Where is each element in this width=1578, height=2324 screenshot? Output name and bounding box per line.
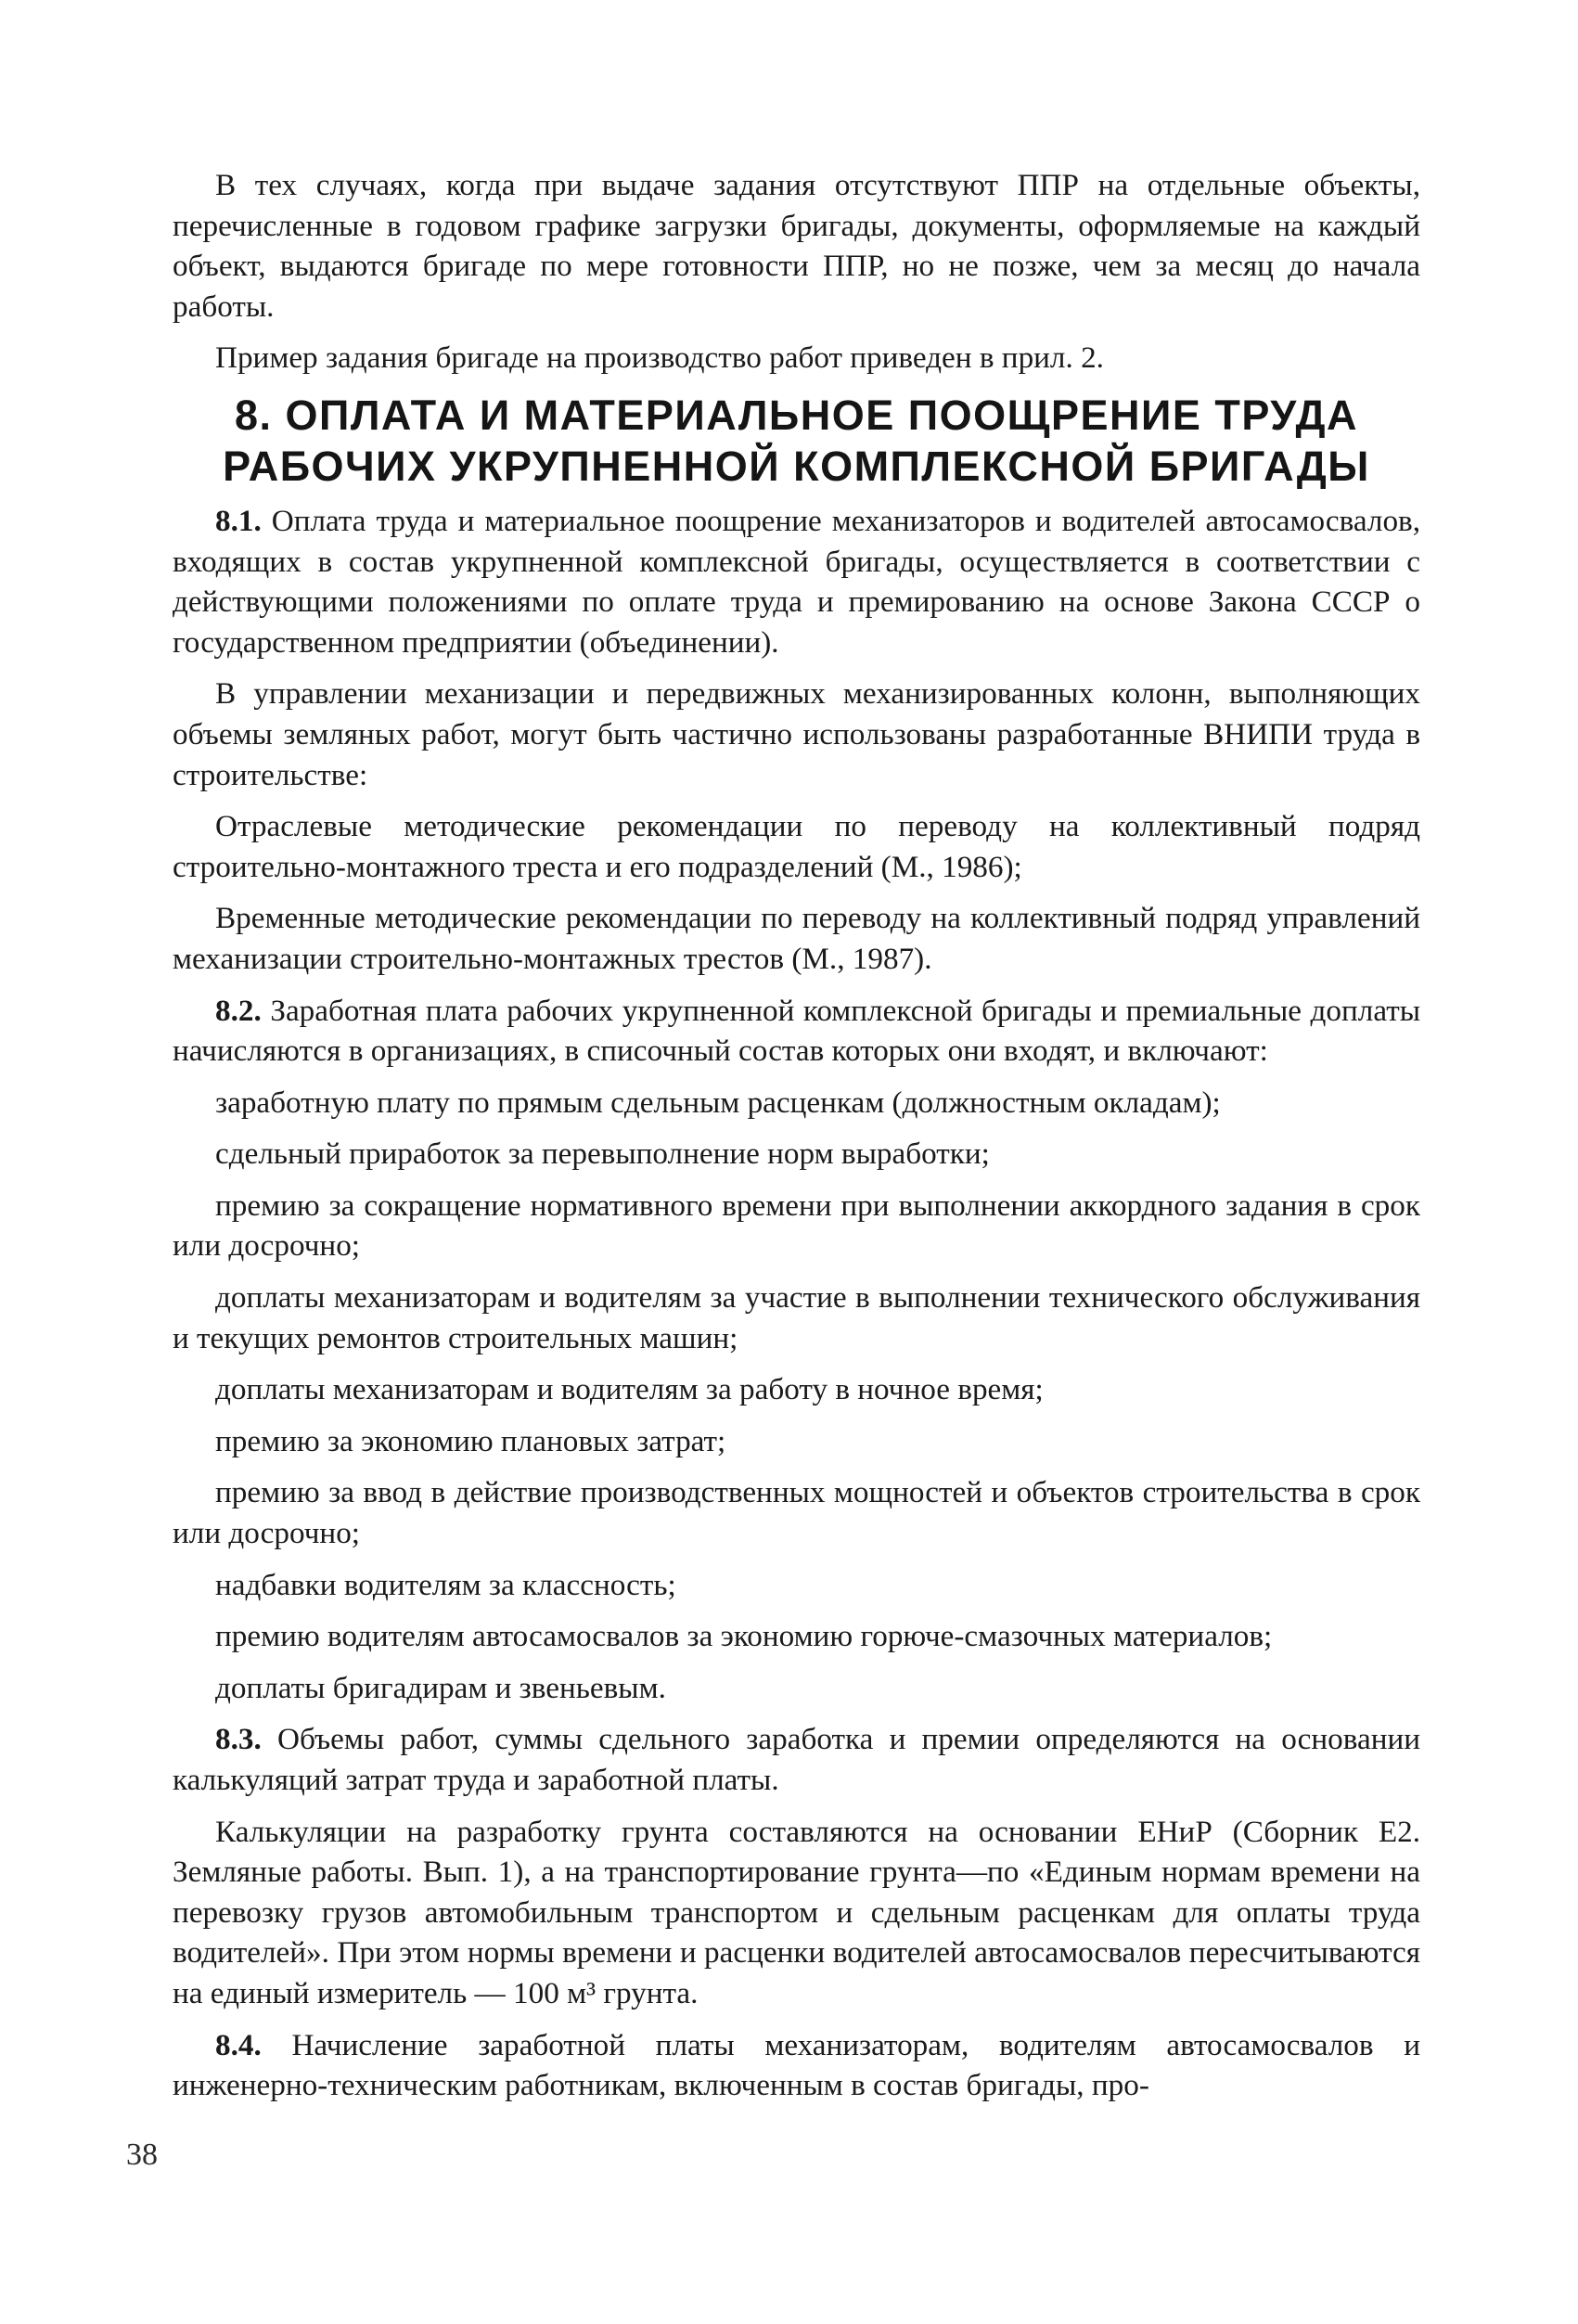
list-item: доплаты бригадирам и звеньевым. bbox=[215, 1670, 666, 1705]
clause-text: Начисление заработной платы механизаторам, водителям автосамосвалов и инженерно-техническим работникам, включенным в состав бригады, про- bbox=[173, 2027, 1420, 2103]
list-item: доплаты механизаторам и водителям за участие в выполнении технического обслуживания и текущих ремонтов строительных машин; bbox=[173, 1280, 1420, 1355]
list-item: премию водителям автосамосвалов за экономию горюче-смазочных материалов; bbox=[215, 1619, 1273, 1654]
paragraph-task-example: Пример задания бригаде на производство работ приведен в прил. 2. bbox=[215, 340, 1104, 376]
paragraph-8-1-c: Отраслевые методические рекомендации по переводу на коллективный подряд строительно-монтажного треста и его подразделений (М., 1986); bbox=[173, 809, 1420, 884]
list-item: надбавки водителям за классность; bbox=[215, 1567, 676, 1602]
clause-text: Заработная плата рабочих укрупненной комплексной бригады и премиальные доплаты начисляются в организациях, в списочный состав которых они входят, и включают: bbox=[173, 993, 1420, 1069]
paragraph-8-2 bbox=[173, 991, 1420, 1072]
paragraph-8-1-d: Временные методические рекомендации по переводу на коллективный подряд управлений механизации строительно-монтажных трестов (М., 1987). bbox=[173, 901, 1420, 976]
paragraph-missing-ppr: В тех случаях, когда при выдаче задания отсутствуют ППР на отдельные объекты, перечисленные в годовом графике загрузки бригады, документы, оформляемые на каждый объект, выдаются бригаде по мере готовности ППР, но не позже, чем за месяц до начала работы. bbox=[173, 168, 1420, 324]
list-item: премию за ввод в действие производственных мощностей и объектов строительства в срок или досрочно; bbox=[173, 1475, 1420, 1551]
list-item: сдельный приработок за перевыполнение норм выработки; bbox=[215, 1136, 990, 1172]
clause-number: 8.1. bbox=[215, 503, 262, 538]
list-item: премию за сокращение нормативного времени при выполнении аккордного задания в срок или досрочно; bbox=[173, 1188, 1420, 1264]
list-item: заработную плату по прямым сдельным расценкам (должностным окладам); bbox=[215, 1085, 1221, 1120]
clause-text: Объемы работ, суммы сдельного заработка и премии определяются на основании калькуляций затрат труда и заработной платы. bbox=[173, 1722, 1420, 1797]
section-heading bbox=[173, 390, 1420, 492]
clause-text: Оплата труда и материальное поощрение механизаторов и водителей автосамосвалов, входящих в состав укрупненной комплексной бригады, осуществляется в соответствии с действующими положениями по оплате труда и премированию на основе Закона СССР о государственном предприятии (объединении). bbox=[173, 503, 1420, 660]
clause-number: 8.3. bbox=[215, 1722, 262, 1757]
page-number: 38 bbox=[126, 2138, 158, 2172]
paragraph-8-3-b: Калькуляции на разработку грунта составляются на основании ЕНиР (Сборник Е2. Земляные работы. Вып. 1), а на транспортирование грунта—по «Единым нормам времени на перевозку грузов автомобильным транспортом и сдельным расценкам для оплаты труда водителей». При этом нормы времени и расценки водителей автосамосвалов пересчитываются на единый измеритель — 100 м³ грунта. bbox=[173, 1814, 1420, 2010]
section-heading-line-1: 8. ОПЛАТА И МАТЕРИАЛЬНОЕ ПООЩРЕНИЕ ТРУДА bbox=[234, 391, 1359, 439]
list-item: доплаты механизаторам и водителям за работу в ночное время; bbox=[215, 1372, 1044, 1407]
paragraph-8-4 bbox=[173, 2025, 1420, 2106]
paragraph-8-1-b: В управлении механизации и передвижных механизированных колонн, выполняющих объемы земляных работ, могут быть частично использованы разработанные ВНИПИ труда в строительстве: bbox=[173, 676, 1420, 792]
paragraph-8-3 bbox=[173, 1719, 1420, 1800]
paragraph-8-1 bbox=[173, 501, 1420, 662]
section-heading-line-2: РАБОЧИХ УКРУПНЕННОЙ КОМПЛЕКСНОЙ БРИГАДЫ bbox=[223, 442, 1370, 490]
text-column bbox=[173, 165, 1420, 2117]
clause-number: 8.4. bbox=[215, 2027, 262, 2062]
clause-number: 8.2. bbox=[215, 993, 262, 1028]
list-item: премию за экономию плановых затрат; bbox=[215, 1423, 726, 1458]
